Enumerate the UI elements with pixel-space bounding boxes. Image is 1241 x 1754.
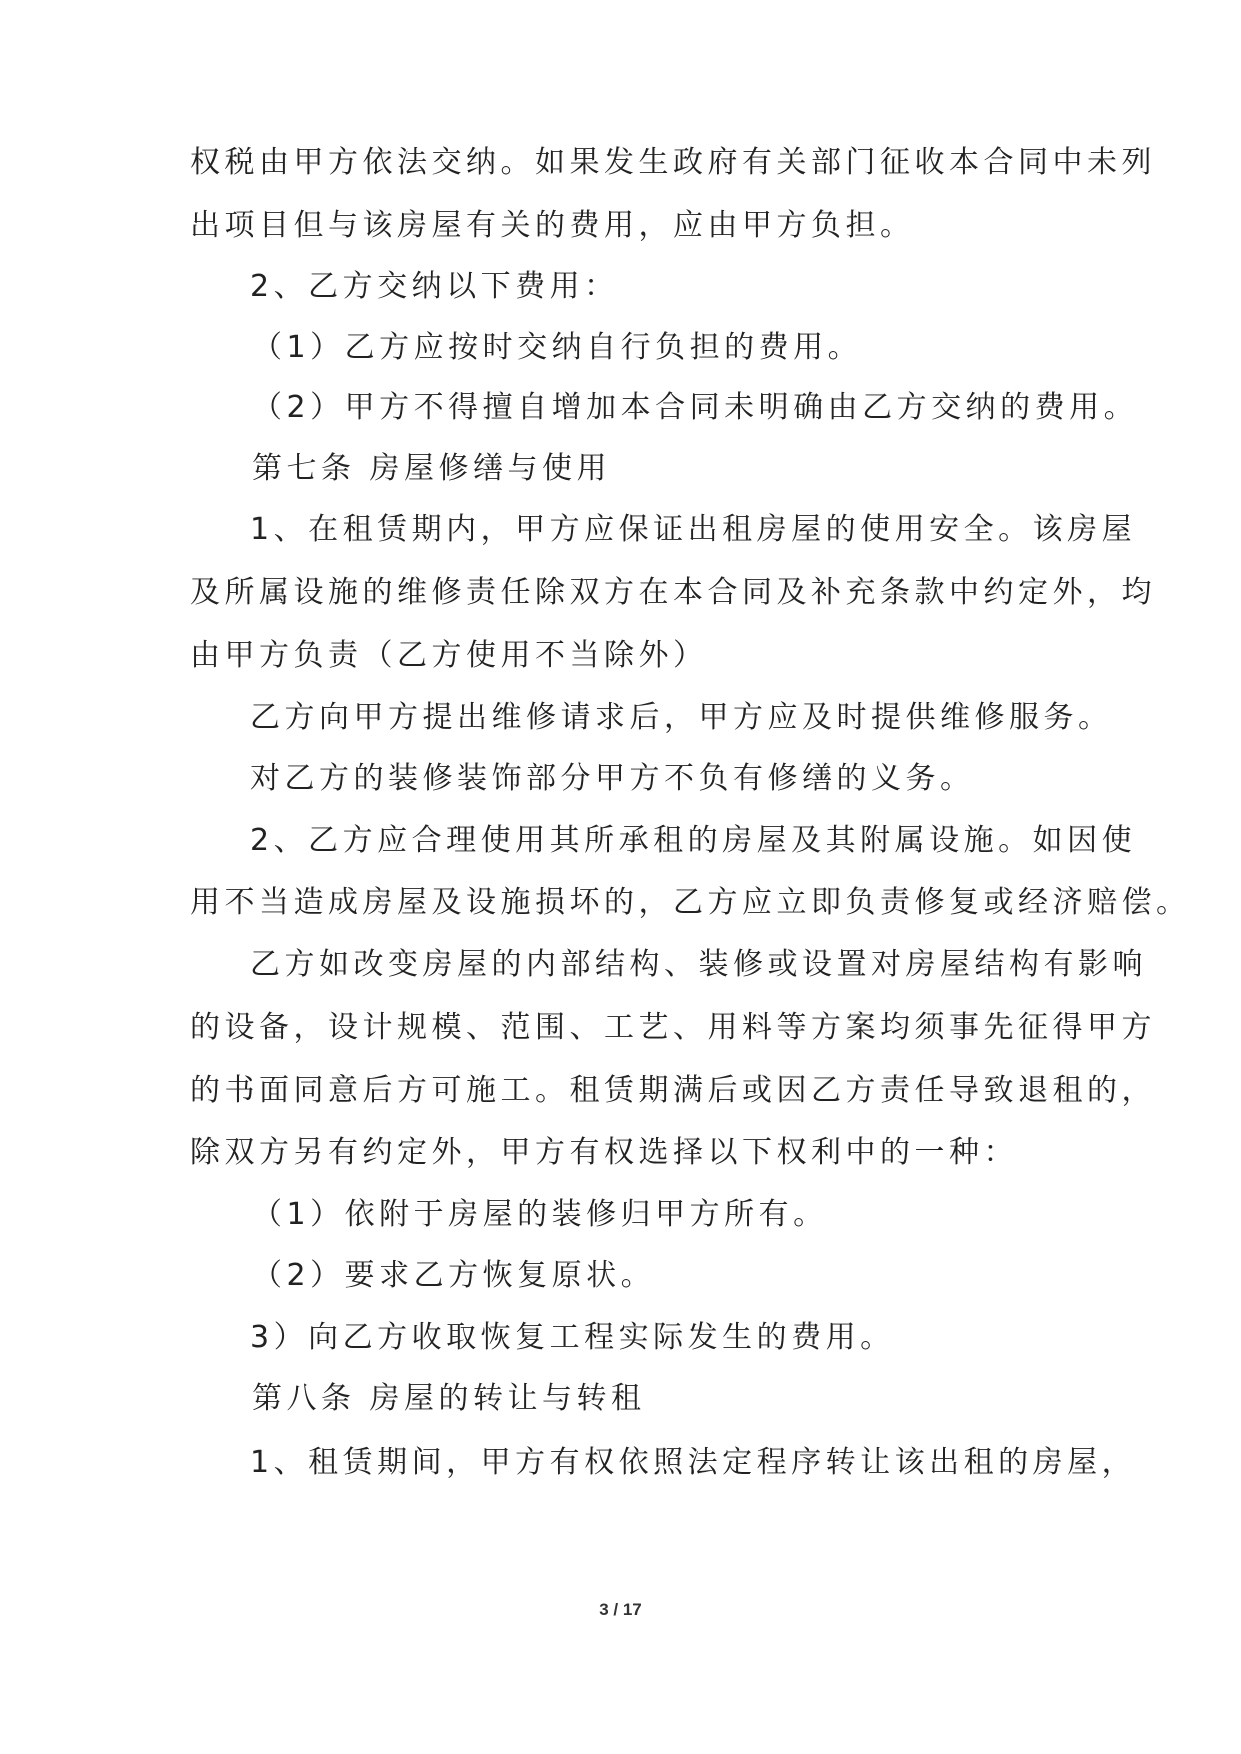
paragraph-line: 1、租赁期间，甲方有权依照法定程序转让该出租的房屋， — [250, 1445, 1137, 1480]
paragraph-line: 2、乙方应合理使用其所承租的房屋及其附属设施。如因使 — [250, 823, 1137, 858]
page-number: 3 / 17 — [599, 1600, 642, 1619]
paragraph-line: （1）依附于房屋的装修归甲方所有。 — [252, 1197, 828, 1232]
paragraph-line: 的书面同意后方可施工。租赁期满后或因乙方责任导致退租的， — [190, 1073, 1156, 1108]
paragraph-line: 乙方向甲方提出维修请求后，甲方应及时提供维修服务。 — [250, 700, 1113, 735]
paragraph-line: 除双方另有约定外，甲方有权选择以下权利中的一种： — [190, 1135, 1018, 1170]
paragraph-line: 乙方如改变房屋的内部结构、装修或设置对房屋结构有影响 — [250, 947, 1147, 982]
paragraph-line: 的设备，设计规模、范围、工艺、用料等方案均须事先征得甲方 — [190, 1010, 1156, 1045]
paragraph-line: （2）甲方不得擅自增加本合同未明确由乙方交纳的费用。 — [252, 390, 1139, 425]
paragraph-line: （1）乙方应按时交纳自行负担的费用。 — [252, 330, 863, 365]
paragraph-line: 对乙方的装修装饰部分甲方不负有修缮的义务。 — [250, 761, 975, 796]
paragraph-line: 权税由甲方依法交纳。如果发生政府有关部门征收本合同中未列 — [190, 145, 1156, 180]
paragraph-line: 1、在租赁期内，甲方应保证出租房屋的使用安全。该房屋 — [250, 512, 1137, 547]
paragraph-line: 出项目但与该房屋有关的费用，应由甲方负担。 — [190, 208, 915, 243]
paragraph-line: （2）要求乙方恢复原状。 — [252, 1258, 656, 1293]
paragraph-line: 及所属设施的维修责任除双方在本合同及补充条款中约定外，均 — [190, 575, 1156, 610]
paragraph-line: 用不当造成房屋及设施损坏的，乙方应立即负责修复或经济赔偿。 — [190, 885, 1191, 920]
paragraph-line: 由甲方负责（乙方使用不当除外） — [190, 638, 708, 673]
section-heading: 第七条 房屋修缮与使用 — [252, 451, 612, 486]
paragraph-line: 2、乙方交纳以下费用： — [250, 269, 619, 304]
section-heading: 第八条 房屋的转让与转租 — [252, 1381, 646, 1416]
paragraph-line: 3）向乙方收取恢复工程实际发生的费用。 — [250, 1320, 895, 1355]
